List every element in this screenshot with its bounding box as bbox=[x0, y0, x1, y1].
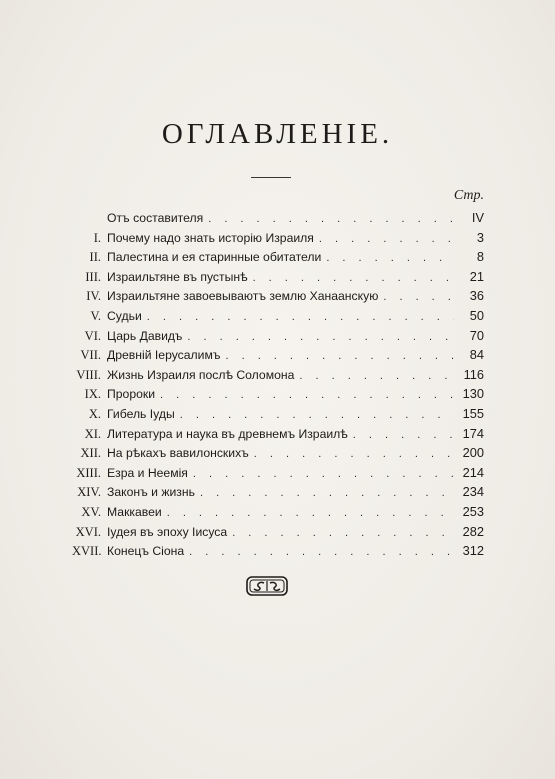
chapter-number: XVI. bbox=[75, 524, 101, 539]
toc-entry bbox=[72, 288, 484, 308]
chapter-title: Гибель Іуды bbox=[107, 406, 175, 421]
chapter-number: XV. bbox=[81, 504, 101, 519]
chapter-title: Царь Давидъ bbox=[107, 328, 183, 343]
dot-leader bbox=[147, 311, 454, 323]
chapter-number: VIII. bbox=[76, 367, 101, 382]
chapter-number: II. bbox=[89, 250, 101, 265]
toc-entry bbox=[72, 504, 484, 524]
chapter-number: VII. bbox=[80, 348, 101, 363]
dot-leader bbox=[187, 331, 454, 343]
chapter-page: 155 bbox=[462, 405, 484, 421]
chapter-number: XI. bbox=[84, 426, 101, 441]
chapter-number: X. bbox=[88, 406, 101, 421]
toc-entry bbox=[72, 426, 484, 446]
dot-leader bbox=[189, 546, 454, 558]
chapter-title: Израильтяне въ пустынѣ bbox=[107, 269, 248, 284]
toc-entry bbox=[72, 367, 484, 387]
toc-entry bbox=[72, 308, 484, 328]
chapter-page: 116 bbox=[463, 366, 484, 382]
chapter-page: 50 bbox=[469, 307, 484, 323]
toc-entry bbox=[72, 347, 484, 367]
dot-leader bbox=[254, 448, 454, 460]
dot-leader bbox=[208, 213, 454, 225]
toc-entry bbox=[72, 210, 484, 230]
chapter-number: XIII. bbox=[76, 465, 101, 480]
dot-leader bbox=[383, 291, 454, 303]
chapter-title: Іудея въ эпоху Іисуса bbox=[107, 524, 228, 539]
dot-leader bbox=[253, 272, 454, 284]
chapter-title: Судьи bbox=[107, 308, 142, 323]
dot-leader bbox=[319, 233, 454, 245]
chapter-title: Израильтяне завоевываютъ землю Ханаанскую bbox=[107, 289, 379, 304]
chapter-page: 21 bbox=[469, 268, 484, 284]
chapter-page: 3 bbox=[476, 229, 484, 245]
chapter-title: Отъ составителя bbox=[107, 211, 204, 225]
chapter-title: Палестина и ея старинные обитатели bbox=[107, 250, 322, 265]
chapter-number: XVII. bbox=[72, 544, 102, 559]
chapter-title: Пророки bbox=[107, 387, 156, 402]
chapter-number: XIV. bbox=[77, 485, 101, 500]
chapter-title: Езра и Неемія bbox=[107, 465, 188, 480]
toc-entry bbox=[72, 328, 484, 348]
toc-entry bbox=[72, 484, 484, 504]
title-divider bbox=[251, 177, 291, 178]
chapter-title: Почему надо знать исторію Израиля bbox=[107, 230, 314, 245]
chapter-title: Конецъ Сіона bbox=[107, 544, 185, 559]
dot-leader bbox=[200, 487, 454, 499]
dot-leader bbox=[232, 527, 454, 539]
chapter-number: III. bbox=[85, 269, 101, 284]
chapter-page: 8 bbox=[476, 249, 484, 265]
chapter-page: IV bbox=[471, 210, 484, 225]
chapter-number: IX. bbox=[84, 387, 101, 402]
dot-leader bbox=[299, 370, 454, 382]
chapter-page: 214 bbox=[462, 464, 484, 480]
chapter-number: VI. bbox=[84, 328, 101, 343]
chapter-number: XII. bbox=[80, 446, 101, 461]
dot-leader bbox=[180, 409, 454, 421]
toc-entry bbox=[72, 230, 484, 250]
chapter-page: 282 bbox=[462, 523, 484, 539]
dot-leader bbox=[225, 350, 454, 362]
toc-entry bbox=[72, 386, 484, 406]
toc-entry bbox=[72, 249, 484, 269]
toc-entry bbox=[72, 406, 484, 426]
chapter-number: V. bbox=[90, 308, 101, 323]
chapter-title: На рѣкахъ вавилонскихъ bbox=[107, 446, 249, 461]
chapter-page: 130 bbox=[462, 386, 484, 402]
chapter-page: 84 bbox=[469, 347, 484, 363]
chapter-number: I. bbox=[93, 230, 101, 245]
toc-entry bbox=[72, 445, 484, 465]
chapter-page: 253 bbox=[462, 503, 484, 519]
chapter-title: Жизнь Израиля послѣ Соломона bbox=[107, 367, 295, 382]
end-ornament-icon bbox=[246, 576, 288, 596]
chapter-page: 174 bbox=[462, 425, 484, 441]
chapter-number: IV. bbox=[86, 289, 101, 304]
dot-leader bbox=[353, 429, 454, 441]
chapter-page: 70 bbox=[469, 327, 484, 343]
chapter-page: 36 bbox=[469, 288, 484, 304]
toc-entry bbox=[72, 269, 484, 289]
dot-leader bbox=[167, 507, 454, 519]
dot-leader bbox=[326, 252, 454, 264]
table-of-contents bbox=[72, 210, 484, 563]
pages-column-header: Стр. bbox=[453, 188, 484, 203]
chapter-title: Законъ и жизнь bbox=[107, 485, 195, 500]
dot-leader bbox=[193, 468, 454, 480]
chapter-title: Древній Іерусалимъ bbox=[107, 348, 221, 363]
page-title: ОГЛАВЛЕНІЕ. bbox=[161, 118, 394, 150]
chapter-title: Литература и наука въ древнемъ Израилѣ bbox=[107, 426, 348, 441]
toc-entry bbox=[72, 524, 484, 544]
toc-entry bbox=[72, 543, 484, 563]
toc-entry bbox=[72, 465, 484, 485]
chapter-page: 312 bbox=[462, 543, 484, 559]
chapter-page: 234 bbox=[462, 484, 484, 500]
chapter-title: Маккавеи bbox=[107, 504, 162, 519]
dot-leader bbox=[160, 389, 454, 401]
chapter-page: 200 bbox=[462, 445, 484, 461]
